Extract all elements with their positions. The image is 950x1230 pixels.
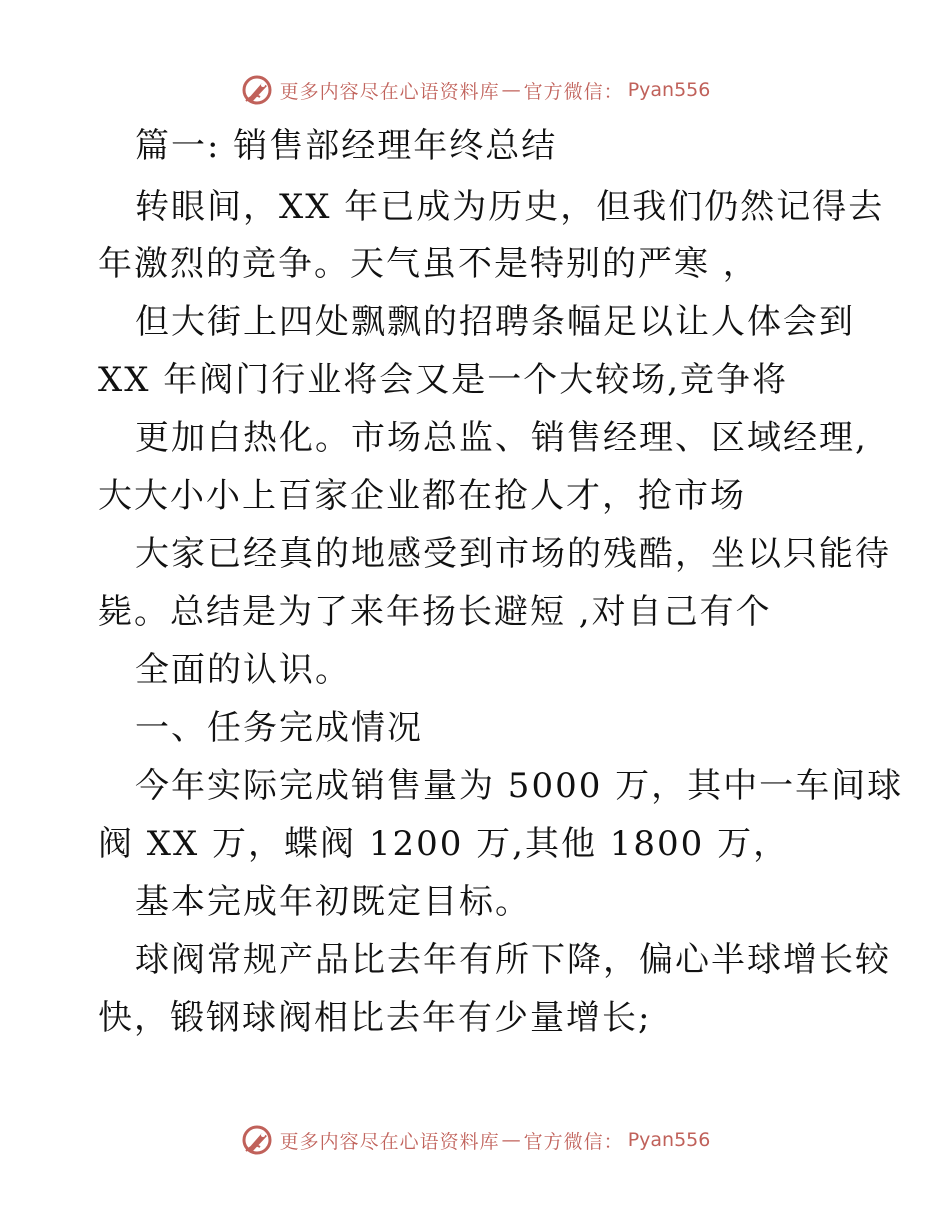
paragraph-line: 基本完成年初既定目标。 bbox=[135, 882, 531, 922]
banner-wechat-label: 官方微信： bbox=[523, 1130, 624, 1153]
subsection-heading: 一、任务完成情况 bbox=[135, 708, 423, 748]
section-title: 篇一: 销售部经理年终总结 bbox=[135, 126, 558, 166]
paragraph-line: 转眼间，XX 年已成为历史，但我们仍然记得去 bbox=[135, 187, 885, 227]
paragraph-line: 全面的认识。 bbox=[135, 650, 351, 690]
footer-banner bbox=[0, 1120, 950, 1160]
paragraph-line: 更加白热化。市场总监、销售经理、区域经理, bbox=[135, 418, 868, 458]
banner-link-text[interactable]: 更多内容尽在心语资料库 bbox=[279, 1130, 500, 1153]
paragraph-line: 毙。总结是为了来年扬长避短 ,对自己有个 bbox=[98, 592, 772, 632]
banner-wechat-label: 官方微信： bbox=[523, 80, 624, 103]
paragraph-line: 年激烈的竞争。天气虽不是特别的严寒 ， bbox=[98, 244, 759, 284]
pen-nib-seal-icon bbox=[240, 1123, 274, 1157]
paragraph-line: 快，锻钢球阀相比去年有少量增长; bbox=[98, 998, 652, 1038]
paragraph-line: XX 年阀门行业将会又是一个大较场,竞争将 bbox=[98, 360, 789, 400]
paragraph-line: 今年实际完成销售量为 5000 万，其中一车间球 bbox=[135, 766, 904, 806]
paragraph-line: 大家已经真的地感受到市场的残酷，坐以只能待 bbox=[135, 534, 891, 574]
pen-nib-seal-icon bbox=[240, 73, 274, 107]
paragraph-line: 球阀常规产品比去年有所下降，偏心半球增长较 bbox=[135, 940, 891, 980]
header-banner bbox=[0, 70, 950, 110]
banner-wechat-id: Pyan556 bbox=[627, 79, 711, 101]
paragraph-line: 阀 XX 万，蝶阀 1200 万,其他 1800 万， bbox=[98, 824, 790, 864]
banner-separator: — bbox=[501, 79, 522, 101]
banner-link-text[interactable]: 更多内容尽在心语资料库 bbox=[279, 80, 500, 103]
paragraph-line: 但大街上四处飘飘的招聘条幅足以让人体会到 bbox=[135, 302, 855, 342]
banner-wechat-id: Pyan556 bbox=[627, 1129, 711, 1151]
paragraph-line: 大大小小上百家企业都在抢人才，抢市场 bbox=[98, 476, 746, 516]
banner-separator: — bbox=[501, 1129, 522, 1151]
